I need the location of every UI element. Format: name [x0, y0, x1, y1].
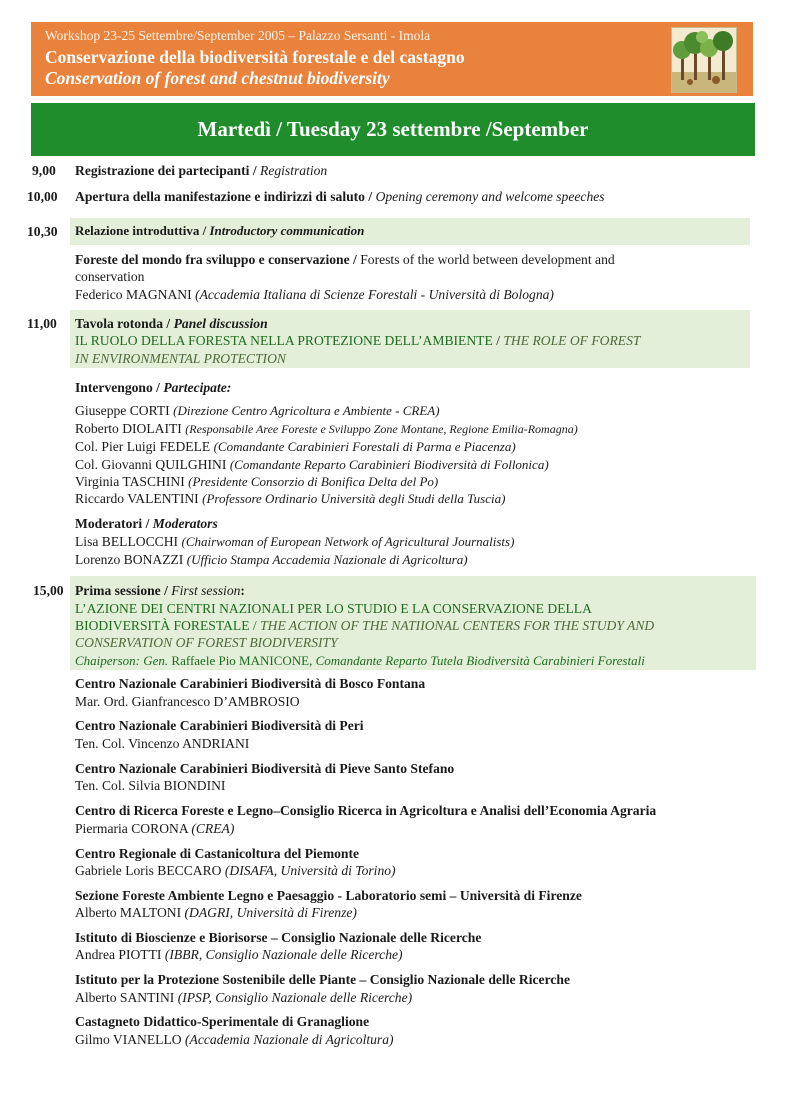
- talk-title: Istituto di Bioscienze e Biorisorse – Consiglio Nazionale delle Ricerche: [75, 930, 482, 945]
- intro-it: Relazione introduttiva /: [75, 223, 207, 238]
- participant-name: Giuseppe CORTI: [75, 403, 170, 418]
- workshop-title-english: Conservation of forest and chestnut biodiversity: [45, 68, 390, 88]
- opening-en: Opening ceremony and welcome speeches: [375, 189, 605, 204]
- participant-row: [75, 438, 516, 456]
- participant-affil: (Professore Ordinario Università degli Studi della Tuscia): [202, 491, 506, 506]
- talk-title: Centro Regionale di Castanicoltura del Piemonte: [75, 846, 360, 861]
- talk-affil: (IBBR, Consiglio Nazionale delle Ricerche): [164, 947, 403, 962]
- opening-it: Apertura della manifestazione e indirizzi di saluto /: [75, 189, 373, 204]
- participants-label: [75, 379, 231, 397]
- panel-theme-en-1: THE ROLE OF FOREST: [503, 333, 641, 348]
- participant-row: [75, 490, 505, 508]
- chair-name: Raffaele Pio MANICONE,: [171, 653, 313, 668]
- talk-title: Centro Nazionale Carabinieri Biodiversità di Bosco Fontana: [75, 676, 426, 691]
- session-colon: :: [240, 583, 245, 598]
- intro-talk-it: Foreste del mondo fra sviluppo e conservazione /: [75, 252, 357, 267]
- workshop-header: [31, 22, 753, 96]
- panel-theme-it: IL RUOLO DELLA FORESTA NELLA PROTEZIONE DELL’AMBIENTE: [75, 333, 493, 348]
- participant-name: Col. Pier Luigi FEDELE: [75, 439, 211, 454]
- chair-label: Chaiperson: Gen.: [75, 653, 169, 668]
- session-it: Prima sessione /: [75, 583, 168, 598]
- opening-line: [75, 188, 605, 206]
- talk-title: Istituto per la Protezione Sostenibile delle Piante – Consiglio Nazionale delle Ricerche: [75, 972, 570, 987]
- time-opening: 10,00: [27, 189, 58, 204]
- intro-talk-line1: [75, 251, 615, 269]
- participant-affil: (Presidente Consorzio di Bonifica Delta del Po): [188, 474, 439, 489]
- talk-affil: (Accademia Nazionale di Agricoltura): [185, 1032, 394, 1047]
- moderator-row: [75, 533, 514, 551]
- talk-speaker: Andrea PIOTTI: [75, 947, 162, 962]
- talk-speaker-line: [75, 777, 225, 795]
- moderator-name: Lorenzo BONAZZI: [75, 552, 184, 567]
- session-theme-it-1: L’AZIONE DEI CENTRI NAZIONALI PER LO STUDIO E LA CONSERVAZIONE DELLA: [75, 601, 592, 616]
- talk-speaker: Ten. Col. Vincenzo ANDRIANI: [75, 736, 250, 751]
- talk-title: Castagneto Didattico-Sperimentale di Granaglione: [75, 1014, 370, 1029]
- session-theme-en-2: CONSERVATION OF FOREST BIODIVERSITY: [75, 635, 338, 650]
- participant-affil: (Direzione Centro Agricoltura e Ambiente - CREA): [173, 403, 440, 418]
- talk-affil: (CREA): [191, 821, 235, 836]
- intro-talk-en-2: conservation: [75, 269, 145, 284]
- talk-title: Sezione Foreste Ambiente Legno e Paesaggio - Laboratorio semi – Università di Firenze: [75, 888, 582, 903]
- intro-speaker-line: [75, 286, 554, 304]
- talk-speaker-line: [75, 735, 249, 753]
- chair-role: Comandante Reparto Tutela Biodiversità Carabinieri Forestali: [315, 653, 645, 668]
- moderator-affil: (Ufficio Stampa Accademia Nazionale di Agricoltura): [186, 552, 468, 567]
- participant-row: [75, 402, 440, 420]
- panel-it: Tavola rotonda /: [75, 316, 171, 331]
- session-theme-en-1: THE ACTION OF THE NATIIONAL CENTERS FOR THE STUDY AND: [260, 618, 655, 633]
- participant-name: Roberto DIOLAITI: [75, 421, 182, 436]
- workshop-dates-venue: Workshop 23-25 Settembre/September 2005 – Palazzo Sersanti - Imola: [45, 28, 431, 43]
- time-intro: 10,30: [27, 224, 58, 239]
- talk-speaker-line: [75, 1031, 394, 1049]
- workshop-title-italian: Conservazione della biodiversità forestale e del castagno: [45, 47, 465, 67]
- talk-affil: (DAGRI, Università di Firenze): [184, 905, 357, 920]
- moderators-label-en: Moderators: [152, 516, 218, 531]
- session-en: First session: [171, 583, 241, 598]
- moderator-affil: (Chairwoman of European Network of Agricultural Journalists): [181, 534, 515, 549]
- talk-speaker-line: [75, 820, 234, 838]
- session-theme-it-2: BIODIVERSITÀ FORESTALE /: [75, 618, 257, 633]
- participant-row: [75, 456, 549, 474]
- intro-speaker: Federico MAGNANI: [75, 287, 192, 302]
- intro-line: [75, 222, 364, 240]
- day-heading: Martedì / Tuesday 23 settembre /September: [31, 103, 755, 156]
- participants-label-en: Partecipate:: [163, 380, 232, 395]
- panel-theme-en-2: IN ENVIRONMENTAL PROTECTION: [75, 351, 286, 366]
- talk-speaker: Gilmo VIANELLO: [75, 1032, 182, 1047]
- moderator-name: Lisa BELLOCCHI: [75, 534, 179, 549]
- talk-speaker: Ten. Col. Silvia BIONDINI: [75, 778, 226, 793]
- registration-line: [75, 162, 327, 180]
- participant-affil: (Comandante Reparto Carabinieri Biodiversità di Follonica): [229, 457, 549, 472]
- talk-speaker-line: [75, 946, 403, 964]
- moderators-label-it: Moderatori /: [75, 516, 150, 531]
- participant-name: Virginia TASCHINI: [75, 474, 185, 489]
- intro-en: Introductory communication: [209, 223, 365, 238]
- chestnut-forest-logo-icon: [671, 27, 737, 93]
- participant-affil: (Comandante Carabinieri Forestali di Parma e Piacenza): [213, 439, 516, 454]
- panel-label-line: [75, 315, 268, 333]
- talk-speaker: Mar. Ord. Gianfrancesco D’AMBROSIO: [75, 694, 300, 709]
- talk-speaker: Alberto MALTONI: [75, 905, 182, 920]
- intro-affil: (Accademia Italiana di Scienze Forestali - Università di Bologna): [195, 287, 554, 302]
- talk-speaker-line: [75, 862, 396, 880]
- panel-theme-sep: /: [496, 333, 500, 348]
- talk-affil: (IPSP, Consiglio Nazionale delle Ricerche): [177, 990, 413, 1005]
- participant-name: Col. Giovanni QUILGHINI: [75, 457, 227, 472]
- panel-theme-line1: [75, 332, 640, 350]
- session-label-line: [75, 582, 245, 600]
- moderators-label: [75, 515, 218, 533]
- talk-speaker: Alberto SANTINI: [75, 990, 175, 1005]
- intro-talk-en-1: Forests of the world between development and: [360, 252, 615, 267]
- talk-speaker-line: [75, 989, 412, 1007]
- time-session: 15,00: [33, 583, 64, 598]
- moderator-row: [75, 551, 468, 569]
- registration-en: Registration: [260, 163, 328, 178]
- participant-name: Riccardo VALENTINI: [75, 491, 199, 506]
- talk-title: Centro Nazionale Carabinieri Biodiversità di Pieve Santo Stefano: [75, 761, 455, 776]
- talk-affil: (DISAFA, Università di Torino): [224, 863, 396, 878]
- participant-affil: (Responsabile Aree Foreste e Sviluppo Zone Montane, Regione Emilia-Romagna): [185, 422, 578, 436]
- talk-speaker-line: [75, 693, 300, 711]
- participant-row: [75, 473, 438, 491]
- talk-speaker: Gabriele Loris BECCARO: [75, 863, 222, 878]
- talk-speaker: Piermaria CORONA: [75, 821, 188, 836]
- panel-en: Panel discussion: [173, 316, 268, 331]
- talk-title: Centro Nazionale Carabinieri Biodiversità di Peri: [75, 718, 364, 733]
- session-theme-line2: [75, 617, 654, 635]
- time-panel: 11,00: [27, 316, 57, 331]
- talk-title: Centro di Ricerca Foreste e Legno–Consiglio Ricerca in Agricoltura e Analisi dell’Economia Agraria: [75, 803, 657, 818]
- participant-row: [75, 420, 578, 438]
- session-chair-line: [75, 652, 645, 670]
- talk-speaker-line: [75, 904, 357, 922]
- time-registration: 9,00: [32, 163, 56, 178]
- participants-label-it: Intervengono /: [75, 380, 160, 395]
- registration-it: Registrazione dei partecipanti /: [75, 163, 257, 178]
